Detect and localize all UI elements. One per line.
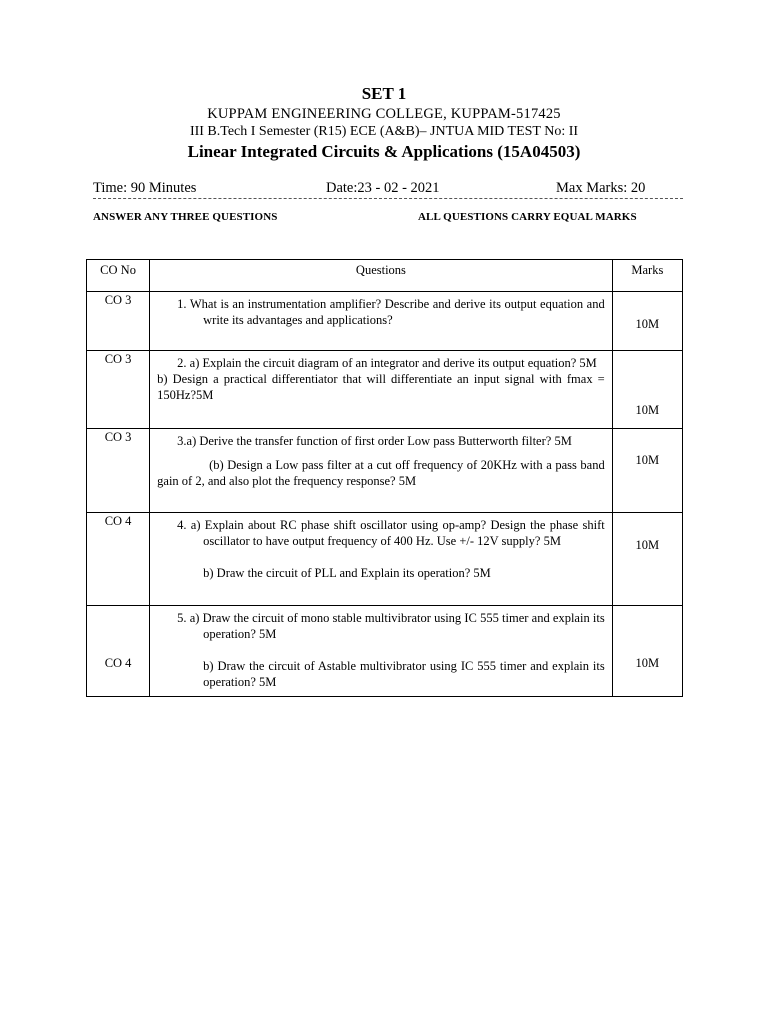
instruction-left: ANSWER ANY THREE QUESTIONS bbox=[93, 211, 278, 223]
spacer bbox=[151, 549, 611, 565]
marks-cell: 10M bbox=[612, 429, 682, 513]
spacer bbox=[151, 642, 611, 658]
table-row bbox=[87, 429, 683, 513]
instruction-right: ALL QUESTIONS CARRY EQUAL MARKS bbox=[418, 211, 637, 223]
question-cell bbox=[150, 429, 613, 513]
marks-cell: 10M bbox=[612, 351, 682, 429]
table-row bbox=[87, 513, 683, 606]
table-row bbox=[87, 351, 683, 429]
header-marks: Marks bbox=[612, 260, 682, 292]
question-text-part-b: b) Design a practical differentiator that will differentiate an input signal with fmax = 150Hz?5M bbox=[157, 372, 605, 402]
question-text: 1. What is an instrumentation amplifier? Describe and derive its output equation and write its advantages and applications? bbox=[177, 297, 605, 327]
subject-title: Linear Integrated Circuits & Applications (15A04503) bbox=[187, 142, 581, 161]
marks-cell: 10M bbox=[612, 513, 682, 606]
header-questions: Questions bbox=[150, 260, 613, 292]
questions-table bbox=[86, 259, 683, 697]
co-cell: CO 3 bbox=[87, 351, 150, 429]
marks-cell: 10M bbox=[612, 292, 682, 351]
table-row bbox=[87, 292, 683, 351]
semester-line: III B.Tech I Semester (R15) ECE (A&B)– JNTUA MID TEST No: II bbox=[189, 124, 579, 139]
question-text: 4. a) Explain about RC phase shift oscillator using op-amp? Design the phase shift oscillator to have output frequency of 400 Hz. Use +/- 12V supply? 5M bbox=[177, 518, 605, 548]
table-header-row bbox=[87, 260, 683, 292]
question-cell bbox=[150, 292, 613, 351]
question-cell bbox=[150, 513, 613, 606]
co-cell: CO 4 bbox=[87, 513, 150, 606]
dashed-divider bbox=[93, 198, 683, 199]
table-row bbox=[87, 606, 683, 697]
question-text: 2. a) Explain the circuit diagram of an integrator and derive its output equation? 5M bbox=[177, 356, 597, 370]
set-number: SET 1 bbox=[361, 84, 407, 103]
college-name: KUPPAM ENGINEERING COLLEGE, KUPPAM-517425 bbox=[207, 106, 561, 122]
co-cell: CO 3 bbox=[87, 292, 150, 351]
question-cell bbox=[150, 351, 613, 429]
question-cell bbox=[150, 606, 613, 697]
max-marks: Max Marks: 20 bbox=[556, 180, 646, 196]
question-text-part-b: b) Draw the circuit of Astable multivibrator using IC 555 timer and explain its operation? 5M bbox=[203, 659, 605, 689]
exam-date: Date:23 - 02 - 2021 bbox=[326, 180, 440, 196]
question-text-part-b: (b) Design a Low pass filter at a cut off frequency of 20KHz with a pass band gain of 2, and also plot the frequency response? 5M bbox=[157, 458, 605, 488]
exam-time: Time: 90 Minutes bbox=[93, 180, 197, 196]
co-cell: CO 4 bbox=[87, 606, 150, 697]
question-text: 5. a) Draw the circuit of mono stable multivibrator using IC 555 timer and explain its operation? 5M bbox=[177, 611, 605, 641]
question-text: 3.a) Derive the transfer function of first order Low pass Butterworth filter? 5M bbox=[177, 434, 572, 448]
co-cell: CO 3 bbox=[87, 429, 150, 513]
question-text-part-b: b) Draw the circuit of PLL and Explain its operation? 5M bbox=[203, 566, 491, 580]
header-co-no: CO No bbox=[87, 260, 150, 292]
marks-cell: 10M bbox=[612, 606, 682, 697]
